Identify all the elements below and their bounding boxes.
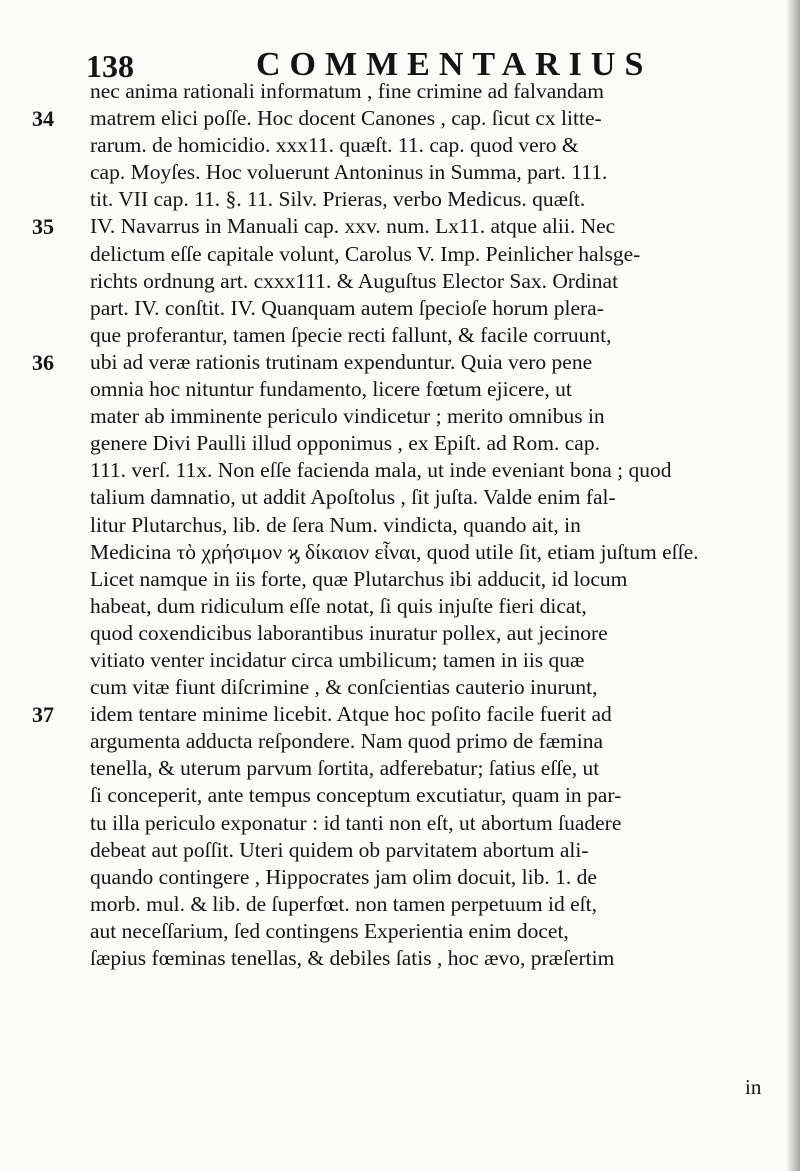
- text-line: [90, 132, 770, 159]
- line-text: 111. verſ. 11x. Non eſſe facienda mala, ut inde eveniant bona ; quod: [90, 458, 672, 483]
- line-text: nec anima rationali informatum , fine crimine ad falvandam: [90, 79, 605, 103]
- text-line: [32, 105, 770, 132]
- line-text: tit. VII cap. 11. §. 11. Silv. Prieras, verbo Medicus. quæſt.: [90, 187, 586, 212]
- text-line: [32, 349, 770, 376]
- text-line: [90, 810, 770, 837]
- text-line: [32, 701, 770, 728]
- text-line: [90, 484, 770, 511]
- text-line: [90, 295, 770, 322]
- text-line: [90, 864, 770, 891]
- text-line: [90, 593, 770, 620]
- text-body: [32, 78, 770, 972]
- text-line: [90, 78, 770, 105]
- line-text: Licet namque in iis forte, quæ Plutarchus ibi adducit, id locum: [90, 566, 628, 591]
- text-line: [90, 755, 770, 782]
- text-line: [90, 674, 770, 701]
- text-line: [90, 837, 770, 864]
- margin-number: 35: [32, 214, 54, 240]
- line-text: vitiato venter incidatur circa umbilicum; tamen in iis quæ: [90, 647, 585, 672]
- margin-number: 36: [32, 349, 54, 375]
- line-text: matrem elici poſſe. Hoc docent Canones , cap. ſicut cx litte-: [90, 106, 602, 131]
- line-text: quod coxendicibus laborantibus inuratur pollex, aut jecinore: [90, 620, 608, 645]
- text-line: [90, 512, 770, 539]
- text-line: [90, 403, 770, 430]
- line-text: aut neceſſarium, ſed contingens Experientia enim docet,: [90, 918, 569, 943]
- line-text: quando contingere , Hippocrates jam olim docuit, lib. 1. de: [90, 864, 597, 889]
- text-line: [90, 891, 770, 918]
- line-text: mater ab imminente periculo vindicetur ; merito omnibus in: [90, 404, 605, 429]
- text-line: [90, 566, 770, 593]
- text-line: [90, 322, 770, 349]
- line-text: litur Plutarchus, lib. de ſera Num. vindicta, quando ait, in: [90, 512, 581, 537]
- line-text: omnia hoc nituntur fundamento, licere fœtum ejicere, ut: [90, 377, 572, 402]
- line-text: idem tentare minime licebit. Atque hoc poſito facile fuerit ad: [90, 702, 612, 727]
- line-text: genere Divi Paulli illud opponimus , ex Epiſt. ad Rom. cap.: [90, 431, 600, 456]
- text-line: [90, 945, 770, 972]
- line-text: cum vitæ fiunt diſcrimine , & conſcientias cauterio inurunt,: [90, 675, 598, 700]
- line-text: argumenta adducta reſpondere. Nam quod primo de fæmina: [90, 729, 604, 754]
- text-line: [90, 376, 770, 403]
- line-text: talium damnatio, ut addit Apoſtolus , ſit juſta. Valde enim fal-: [90, 485, 616, 510]
- line-text: cap. Moyſes. Hoc voluerunt Antoninus in Summa, part. 111.: [90, 160, 608, 185]
- line-text: habeat, dum ridiculum eſſe notat, ſi quis injuſte fieri dicat,: [90, 593, 587, 618]
- line-text: tu illa periculo exponatur : id tanti non eſt, ut abortum ſuadere: [90, 810, 622, 835]
- text-line: [90, 159, 770, 186]
- line-text: IV. Navarrus in Manuali cap. xxv. num. Lx11. atque alii. Nec: [90, 214, 616, 239]
- page-number: 138: [86, 48, 134, 84]
- line-text: delictum eſſe capitale volunt, Carolus V. Imp. Peinlicher halsge-: [90, 241, 641, 266]
- line-text: tenella, & uterum parvum ſortita, adferebatur; ſatius eſſe, ut: [90, 756, 600, 781]
- text-line: [90, 268, 770, 295]
- text-line: [90, 186, 770, 213]
- line-text: ſæpius fœminas tenellas, & debiles ſatis , hoc ævo, præſertim: [90, 946, 615, 970]
- line-text: morb. mul. & lib. de ſuperfœt. non tamen perpetuum id eſt,: [90, 891, 597, 916]
- text-line: [90, 647, 770, 674]
- catchword: in: [745, 1075, 762, 1099]
- line-text: part. IV. conſtit. IV. Quanquam autem ſpecioſe horum plera-: [90, 295, 604, 320]
- text-line: [90, 728, 770, 755]
- line-text: richts ordnung art. cxxx111. & Auguſtus Elector Sax. Ordinat: [90, 268, 619, 293]
- line-text: que proferantur, tamen ſpecie recti fallunt, & facile corruunt,: [90, 322, 612, 347]
- running-title: COMMENTARIUS: [256, 46, 653, 83]
- line-text: ubi ad veræ rationis trutinam expenduntur. Quia vero pene: [90, 349, 593, 374]
- text-line: [90, 620, 770, 647]
- line-text: rarum. de homicidio. xxx11. quæſt. 11. cap. quod vero &: [90, 133, 579, 158]
- text-line: [90, 782, 770, 809]
- text-line: [90, 457, 770, 484]
- line-text: debeat aut poſſit. Uteri quidem ob parvitatem abortum ali-: [90, 837, 589, 862]
- line-text: Medicina τὸ χρήσιμον ϗ δίκαιον εἶναι, quod utile ſit, etiam juſtum eſſe.: [90, 539, 699, 564]
- margin-number: 34: [32, 106, 54, 132]
- text-line: [90, 918, 770, 945]
- text-line: [32, 213, 770, 240]
- text-line: [90, 430, 770, 457]
- text-line: [90, 241, 770, 268]
- line-text: ſi conceperit, ante tempus conceptum excutiatur, quam in par-: [90, 783, 622, 808]
- margin-number: 37: [32, 702, 54, 728]
- text-line: [90, 539, 770, 566]
